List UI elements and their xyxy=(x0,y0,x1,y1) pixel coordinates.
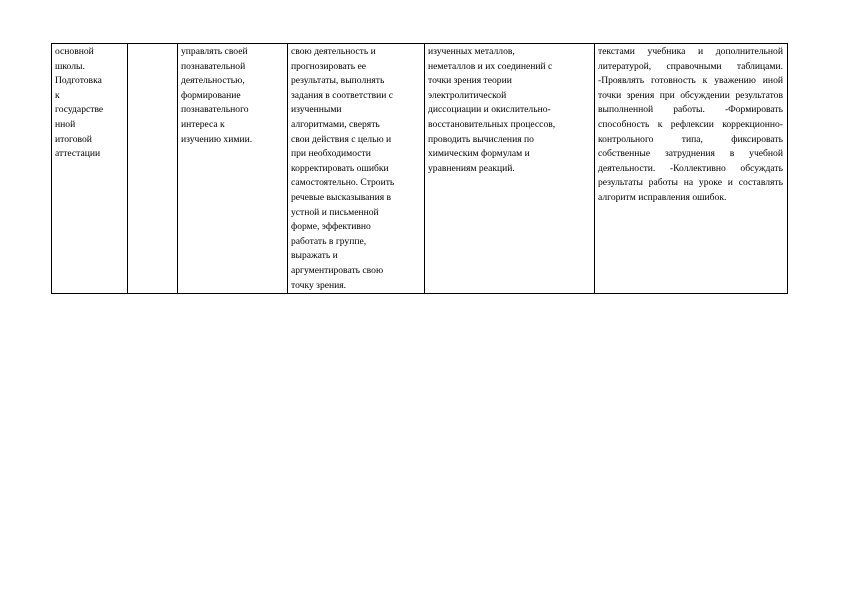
cell-text-line: алгоритмами, сверять xyxy=(291,118,380,130)
table-cell-communicative-results xyxy=(595,44,788,294)
cell-text-line: диссоциации и окислительно- xyxy=(428,104,551,116)
cell-text-line: школы. xyxy=(55,60,85,72)
cell-text-line: свою деятельность и xyxy=(291,46,376,57)
cell-text-line: свои действия с целью и xyxy=(291,133,392,145)
cell-text-line: проводить вычисления по xyxy=(428,133,534,145)
cell-text-line: аргументировать свою xyxy=(291,264,384,276)
cell-text-line: уравнениям реакций. xyxy=(428,162,515,174)
cell-text-line: прогнозировать ее xyxy=(291,60,367,72)
cell-text-line: управлять своей xyxy=(181,46,248,57)
cell-text-line: деятельностью, xyxy=(181,75,245,87)
cell-text-line: неметаллов и их соединений с xyxy=(428,60,553,72)
cell-text-line: точку зрения. xyxy=(291,279,347,291)
cell-text-line: результаты, выполнять xyxy=(291,75,385,87)
cell-text-line: к xyxy=(55,89,60,101)
table-cell-personal-results xyxy=(178,44,288,294)
cell-text-line: выражать и xyxy=(291,250,338,262)
cell-text-line: химическим формулам и xyxy=(428,148,530,160)
cell-text-line: формирование xyxy=(181,89,241,101)
table-cell-subject-results xyxy=(425,44,595,294)
cell-text-line: задания в соответствии с xyxy=(291,89,394,101)
cell-text-line: точки зрения теории xyxy=(428,75,512,87)
cell-text-line: изученных металлов, xyxy=(428,46,515,57)
cell-text-line: восстановительных процессов, xyxy=(428,118,556,130)
cell-text-line: корректировать ошибки xyxy=(291,162,389,174)
table-row xyxy=(52,44,788,294)
cell-text-line: речевые высказывания в xyxy=(291,191,392,203)
table-cell-empty xyxy=(128,44,178,294)
cell-text-line: электролитической xyxy=(428,89,507,101)
cell-text-line: познавательной xyxy=(181,60,246,72)
cell-text-line: форме, эффективно xyxy=(291,221,371,233)
table-cell-regulatory-results xyxy=(288,44,425,294)
cell-text-line: работать в группе, xyxy=(291,235,367,247)
cell-text-line: государстве xyxy=(55,104,104,116)
cell-text-line: основной xyxy=(55,46,94,57)
table-cell-stage xyxy=(52,44,128,294)
cell-text-line: итоговой xyxy=(55,133,92,145)
cell-text-line: аттестации xyxy=(55,148,101,160)
cell-text-line: изучению химии. xyxy=(181,133,253,145)
cell-text-line: Подготовка xyxy=(55,75,102,87)
cell-text-line: устной и письменной xyxy=(291,206,379,218)
cell-text-line: изученными xyxy=(291,104,342,116)
cell-paragraph: текстами учебника и дополнительной литературой, справочными таблицами. -Проявлять готовность к уважению иной точки зрения при обсуждении результатов выполненной работы. -Формировать способность к рефлексии коррекционно-контрольного типа, фиксировать собственные затруднения в учебной деятельности. -Коллективно обсуждать результаты работы на уроке и составлять алгоритм исправления ошибок. xyxy=(598,46,783,203)
cell-text-line: самостоятельно. Строить xyxy=(291,177,395,189)
cell-text-line: нной xyxy=(55,118,76,130)
cell-text-line: при необходимости xyxy=(291,148,371,160)
content-table xyxy=(51,43,788,294)
cell-text-line: интереса к xyxy=(181,118,225,130)
cell-text-line: познавательного xyxy=(181,104,249,116)
